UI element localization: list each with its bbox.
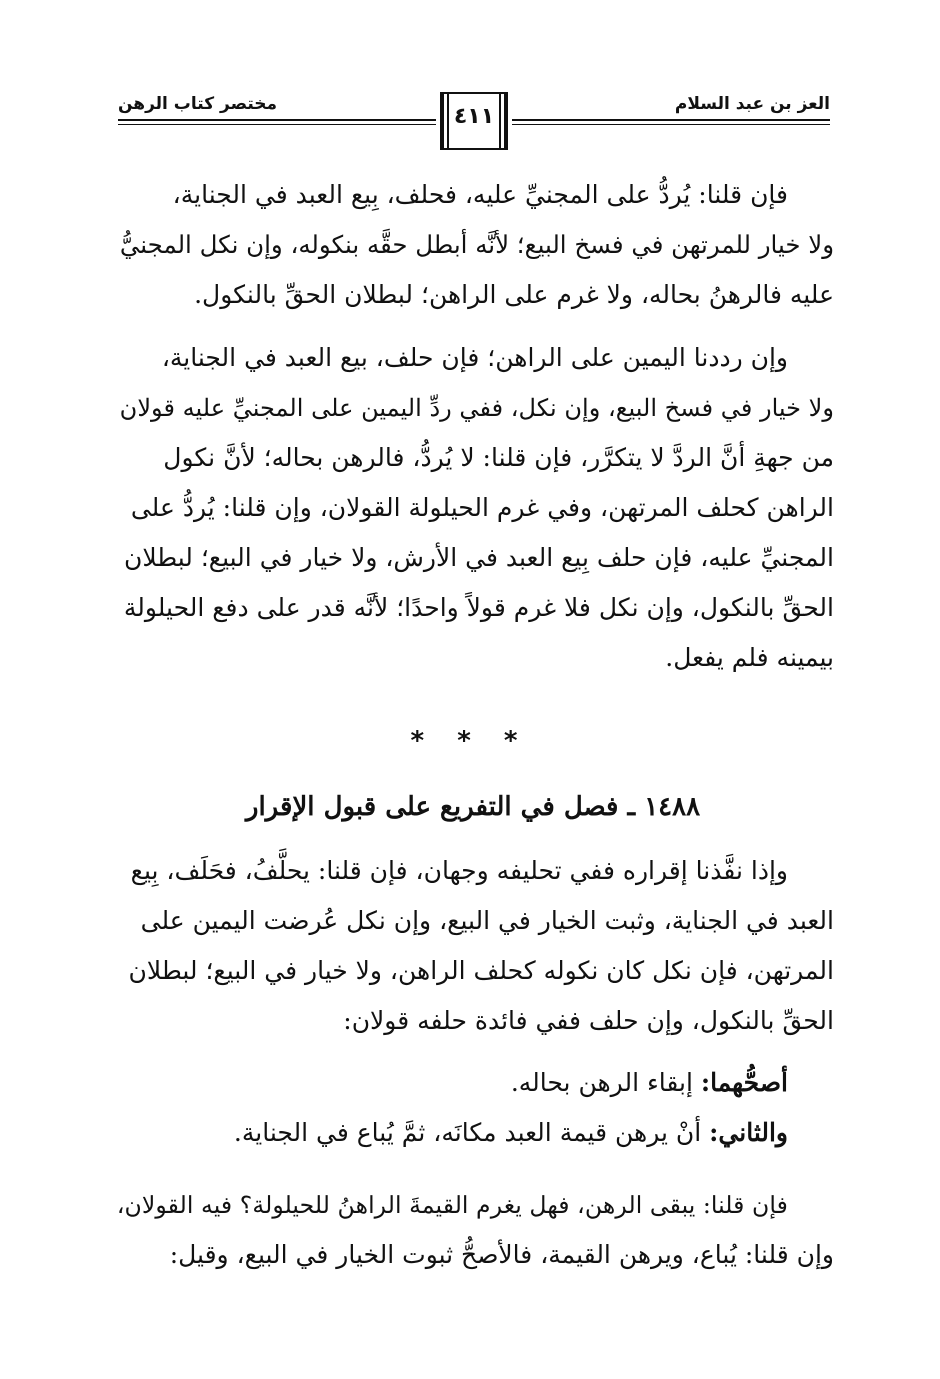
- text-line: المجنيِّ عليه، فإن حلف بِيع العبد في الأرش، ولا خيار في البيع؛ لبطلان: [123, 543, 834, 572]
- header-book-section: مختصر كتاب الرهن: [118, 94, 278, 114]
- paragraph-1: [112, 170, 834, 320]
- text-line: الحقِّ بالنكول، وإن نكل فلا غرم قولاً واحدًا؛ لأنَّه قدر على دفع الحيلولة: [123, 593, 834, 622]
- text-line: وإن قلنا: يُباع، ويرهن القيمة، فالأصحُّ ثبوت الخيار في البيع، وقيل:: [169, 1240, 834, 1269]
- text-line: ولا خيار في فسخ البيع، وإن نكل، ففي ردِّ اليمين على المجنيِّ عليه قولان: [119, 394, 834, 422]
- paragraph-3: [112, 846, 834, 1046]
- text-line: فإن قلنا: يبقى الرهن، فهل يغرم القيمةَ الراهنُ للحيلولة؟ فيه القولان،: [116, 1191, 788, 1219]
- text-line: فإن قلنا: يُردُّ على المجنيِّ عليه، فحلف، بِيع العبد في الجناية،: [172, 180, 788, 209]
- section-separator: * * *: [410, 726, 530, 756]
- header-author: العز بن عبد السلام: [674, 94, 830, 114]
- section-title: ١٤٨٨ ـ فصل في التفريع على قبول الإقرار: [245, 792, 701, 822]
- page-number: ٤١١: [453, 104, 495, 129]
- opinion-label: والثاني:: [709, 1118, 788, 1147]
- header-rule: [512, 119, 830, 121]
- text-line: العبد في الجناية، وثبت الخيار في البيع، وإن نكل عُرضت اليمين على: [140, 906, 834, 935]
- text-line: من جهةِ أنَّ الردَّ لا يتكرَّر، فإن قلنا: لا يُردُّ، فالرهن بحاله؛ لأنَّ نكول: [163, 443, 834, 472]
- opinions-list: [112, 1058, 834, 1158]
- text-line: ولا خيار للمرتهن في فسخ البيع؛ لأنَّه أبطل حقَّه بنكوله، وإن نكل المجنيُّ: [119, 230, 834, 259]
- page-number-frame: [440, 88, 508, 154]
- opinion-text: إبقاء الرهن بحاله.: [510, 1068, 693, 1097]
- text-line: عليه فالرهنُ بحاله، ولا غرم على الراهن؛ لبطلان الحقِّ بالنكول.: [194, 280, 834, 309]
- paragraph-2: [112, 333, 834, 683]
- header-rule: [118, 124, 436, 125]
- opinion-text: أنْ يرهن قيمة العبد مكانَه، ثمَّ يُباع في الجناية.: [233, 1118, 702, 1147]
- running-header: [118, 88, 830, 158]
- text-line: وإذا نفَّذنا إقراره ففي تحليفه وجهان، فإن قلنا: يحلَّفُ، فحَلَف، بِيع: [130, 856, 788, 885]
- text-line: وإن رددنا اليمين على الراهن؛ فإن حلف، بيع العبد في الجناية،: [161, 343, 788, 372]
- text-line: بيمينه فلم يفعل.: [665, 643, 834, 672]
- header-rule: [512, 124, 830, 125]
- text-line: الراهن كحلف المرتهن، وفي غرم الحيلولة القولان، وإن قلنا: يُردُّ على: [130, 493, 834, 522]
- opinion-first: [112, 1058, 834, 1108]
- paragraph-4: [112, 1180, 834, 1280]
- text-line: الحقِّ بالنكول، وإن حلف ففي فائدة حلفه قولان:: [343, 1006, 834, 1035]
- opinion-second: [112, 1108, 834, 1158]
- header-rule: [118, 119, 436, 121]
- text-line: المرتهن، فإن نكل كان نكوله كحلف الراهن، ولا خيار في البيع؛ لبطلان: [128, 956, 834, 985]
- opinion-label: أصحُّهما:: [700, 1068, 788, 1097]
